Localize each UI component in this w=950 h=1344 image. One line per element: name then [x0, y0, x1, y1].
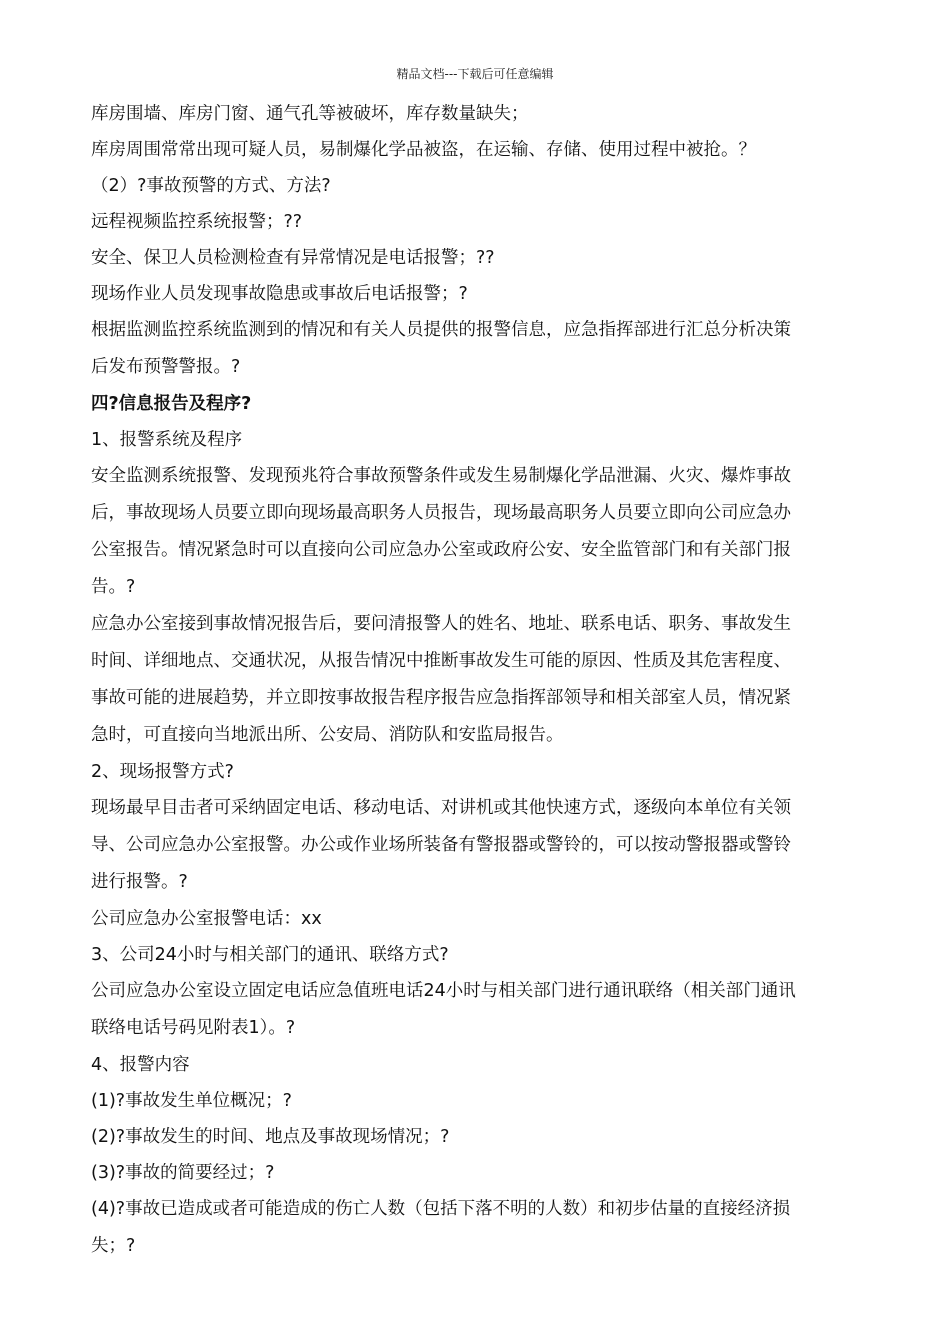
text-line: 现场作业人员发现事故隐患或事故后电话报警；? — [91, 284, 468, 304]
page-header: 精品文档---下载后可任意编辑 — [396, 67, 554, 81]
list-item: (1)?事故发生单位概况；? — [91, 1091, 292, 1111]
subsection-heading: 1、报警系统及程序 — [91, 430, 243, 450]
text-line: 联络电话号码见附表1）。? — [91, 1018, 296, 1038]
text-line: 远程视频监控系统报警；?? — [91, 212, 303, 232]
subsection-heading: 3、公司24小时与相关部门的通讯、联络方式? — [91, 945, 449, 965]
document-body — [91, 96, 871, 1265]
text-line: 时间、详细地点、交通状况，从报告情况中推断事故发生可能的原因、性质及其危害程度、 — [91, 651, 791, 671]
text-line: 应急办公室接到事故情况报告后，要问清报警人的姓名、地址、联系电话、职务、事故发生 — [91, 614, 791, 634]
text-line: 公室报告。情况紧急时可以直接向公司应急办公室或政府公安、安全监管部门和有关部门报 — [91, 540, 791, 560]
text-line: 库房围墙、库房门窗、通气孔等被破坏，库存数量缺失； — [91, 104, 529, 124]
subsection-heading: 2、现场报警方式? — [91, 762, 234, 782]
text-line: 安全监测系统报警、发现预兆符合事故预警条件或发生易制爆化学品泄漏、火灾、爆炸事故 — [91, 466, 791, 486]
text-line: 事故可能的进展趋势，并立即按事故报告程序报告应急指挥部领导和相关部室人员，情况紧 — [91, 688, 791, 708]
list-item: (3)?事故的简要经过；? — [91, 1163, 275, 1183]
text-line: 后发布预警警报。? — [91, 357, 241, 377]
text-line: 公司应急办公室报警电话：xx — [91, 909, 322, 929]
text-line: 进行报警。? — [91, 872, 188, 892]
text-line: 失；? — [91, 1236, 136, 1256]
text-line: 后，事故现场人员要立即向现场最高职务人员报告，现场最高职务人员要立即向公司应急办 — [91, 503, 791, 523]
text-line: 安全、保卫人员检测检查有异常情况是电话报警；?? — [91, 248, 495, 268]
list-item: (4)?事故已造成或者可能造成的伤亡人数（包括下落不明的人数）和初步估量的直接经济损 — [91, 1199, 791, 1219]
text-line: 根据监测监控系统监测到的情况和有关人员提供的报警信息，应急指挥部进行汇总分析决策 — [91, 320, 791, 340]
text-line: 公司应急办公室设立固定电话应急值班电话24小时与相关部门进行通讯联络（相关部门通讯 — [91, 981, 796, 1001]
text-line: 告。? — [91, 577, 136, 597]
subsection-heading: 4、报警内容 — [91, 1055, 190, 1075]
text-line: 导、公司应急办公室报警。办公或作业场所装备有警报器或警铃的，可以按动警报器或警铃 — [91, 835, 791, 855]
list-item: (2)?事故发生的时间、地点及事故现场情况；? — [91, 1127, 450, 1147]
section-heading: 四?信息报告及程序? — [91, 394, 252, 414]
text-line: 库房周围常常出现可疑人员，易制爆化学品被盗，在运输、存储、使用过程中被抢。？ — [91, 140, 756, 160]
text-line: 现场最早目击者可采纳固定电话、移动电话、对讲机或其他快速方式，逐级向本单位有关领 — [91, 798, 791, 818]
text-line: （2）?事故预警的方式、方法? — [91, 176, 331, 196]
text-line: 急时，可直接向当地派出所、公安局、消防队和安监局报告。 — [91, 725, 564, 745]
